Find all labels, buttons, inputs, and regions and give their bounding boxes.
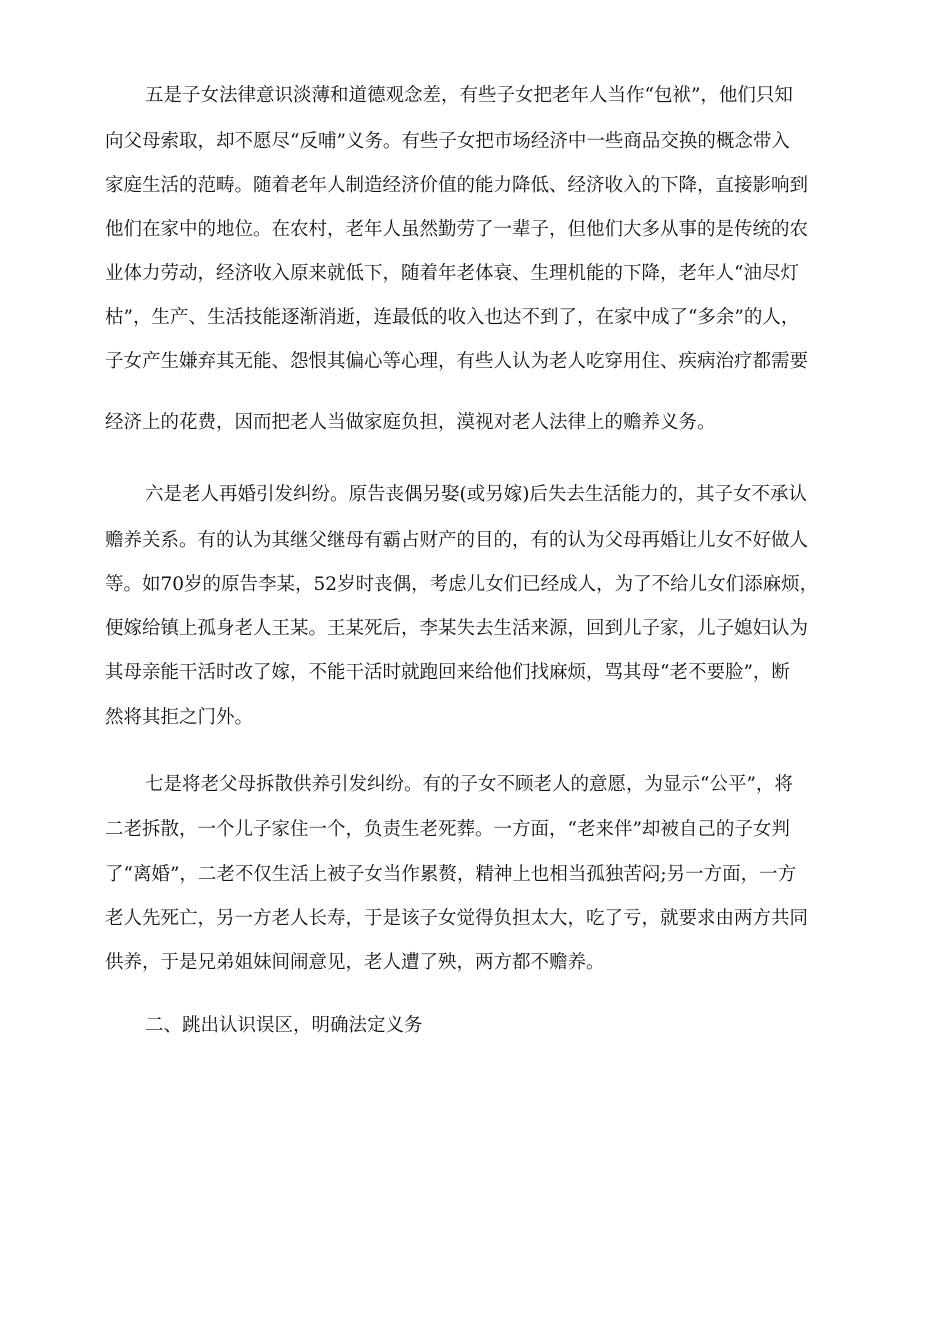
paragraph-line: 业体力劳动，经济收入原来就低下，随着年老体衰、生理机能的下降，老年人“油尽灯: [105, 263, 799, 284]
paragraph-line: 经济上的花费，因而把老人当做家庭负担，漠视对老人法律上的赡养义务。: [105, 412, 716, 433]
paragraph-line: 赡养关系。有的认为其继父继母有霸占财产的目的，有的认为父母再婚让儿女不好做人: [105, 530, 809, 551]
paragraph-line: 等。如70岁的原告李某，52岁时丧偶，考虑儿女们已经成人，为了不给儿女们添麻烦，: [105, 574, 819, 595]
paragraph-line: 他们在家中的地位。在农村，老年人虽然勤劳了一辈子，但他们大多从事的是传统的农: [105, 219, 809, 240]
paragraph-line: 其母亲能干活时改了嫁，不能干活时就跑回来给他们找麻烦，骂其母“老不要脸”，断: [105, 662, 790, 683]
paragraph-line: 然将其拒之门外。: [105, 707, 254, 728]
paragraph-line: 五是子女法律意识淡薄和道德观念差，有些子女把老年人当作“包袱”，他们只知: [145, 85, 793, 106]
paragraph-line: 老人先死亡，另一方老人长寿，于是该子女觉得负担太大，吃了亏，就要求由两方共同: [105, 908, 809, 929]
paragraph-line: 枯”，生产、生活技能逐渐消逝，连最低的收入也达不到了，在家中成了“多余”的人，: [105, 307, 800, 328]
section-heading: 二、跳出认识误区，明确法定义务: [145, 1015, 423, 1036]
paragraph-line: 家庭生活的范畴。随着老年人制造经济价值的能力降低、经济收入的下降，直接影响到: [105, 175, 809, 196]
paragraph-line: 子女产生嫌弃其无能、怨恨其偏心等心理，有些人认为老人吃穿用住、疾病治疗都需要: [105, 351, 809, 372]
paragraph-line: 便嫁给镇上孤身老人王某。王某死后，李某失去生活来源，回到儿子家，儿子媳妇认为: [105, 618, 809, 639]
paragraph-line: 七是将老父母拆散供养引发纠纷。有的子女不顾老人的意愿，为显示“公平”，将: [145, 774, 793, 795]
paragraph-line: 了“离婚”，二老不仅生活上被子女当作累赘，精神上也相当孤独苦闷;另一方面，一方: [105, 864, 797, 885]
paragraph-line: 供养，于是兄弟姐妹间闹意见，老人遭了殃，两方都不赡养。: [105, 952, 605, 973]
paragraph-line: 二老拆散，一个儿子家住一个，负责生老死葬。一方面，“老来伴”却被自己的子女判: [105, 819, 790, 840]
paragraph-line: 向父母索取，却不愿尽“反哺”义务。有些子女把市场经济中一些商品交换的概念带入: [105, 131, 790, 152]
paragraph-line: 六是老人再婚引发纠纷。原告丧偶另娶(或另嫁)后失去生活能力的，其子女不承认: [145, 484, 807, 505]
